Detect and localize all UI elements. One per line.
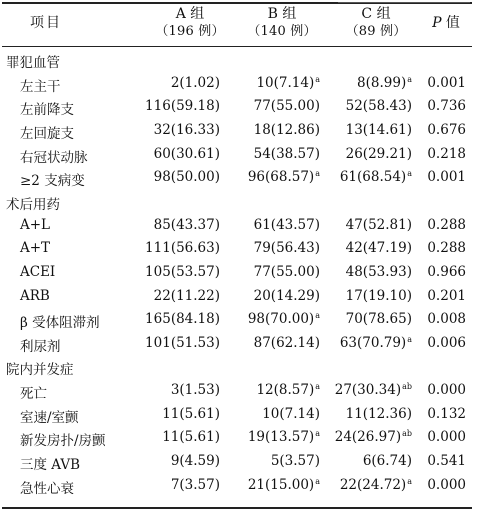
- cell-group-c: [363, 453, 412, 469]
- cell-value: 9(4.59): [170, 453, 220, 470]
- p-suffix: 值: [441, 15, 460, 31]
- cell-value: 5(3.57): [270, 453, 320, 470]
- cell-p-value: 0.288: [427, 216, 466, 233]
- cell-group-b: [254, 288, 320, 304]
- cell-group-b: [254, 98, 320, 114]
- cell-value: 32(16.33): [153, 121, 220, 138]
- section-title: 院内并发症: [6, 362, 74, 379]
- cell-value: 12(8.57): [256, 382, 315, 399]
- cell-value: 6(6.74): [362, 453, 412, 470]
- cell-value: 10(7.14): [256, 74, 315, 91]
- cell-group-a: [145, 311, 220, 327]
- cell-group-a: [154, 217, 220, 233]
- cell-value: 42(47.19): [345, 240, 412, 257]
- cell-value: 165(84.18): [145, 311, 220, 328]
- cell-value: 47(52.81): [345, 216, 412, 233]
- cell-value: 11(5.61): [162, 405, 220, 422]
- cell-group-c: [346, 240, 412, 256]
- cell-p-value: 0.132: [427, 405, 466, 422]
- cell-group-b: [254, 335, 320, 351]
- header-group-b: [236, 6, 328, 40]
- cell-value: 98(50.00): [153, 169, 220, 186]
- header-short-rule: [338, 2, 470, 3]
- cell-group-b: [254, 217, 320, 233]
- cell-value: 111(56.63): [145, 240, 220, 257]
- cell-group-b: [254, 240, 320, 256]
- cell-value: 3(1.53): [170, 382, 220, 399]
- cell-value: 48(53.93): [345, 263, 412, 280]
- section-row: [2, 355, 472, 378]
- significance-mark: a: [315, 429, 320, 439]
- row-label: 死亡: [20, 386, 47, 403]
- row-label: 急性心衰: [20, 480, 74, 497]
- section-title: 罪犯血管: [6, 55, 60, 71]
- cell-group-a: [145, 335, 220, 351]
- significance-mark: a: [315, 311, 320, 321]
- table-row: [2, 450, 472, 473]
- section-row: [2, 190, 472, 213]
- cell-value: 101(51.53): [145, 334, 220, 351]
- cell-group-c: [340, 335, 412, 351]
- cell-value: 77(55.00): [253, 263, 320, 280]
- cell-value: 27(30.34): [334, 382, 402, 399]
- cell-value: 20(14.29): [253, 287, 320, 304]
- cell-p-value: 0.001: [427, 169, 466, 186]
- table-row: [2, 308, 472, 331]
- table-row: [2, 95, 472, 118]
- cell-p-value: 0.006: [427, 334, 466, 351]
- cell-value: 22(11.22): [153, 287, 220, 304]
- cell-p-value: 0.541: [427, 453, 466, 470]
- cell-group-c: [346, 98, 412, 114]
- cell-group-c: [346, 406, 412, 422]
- table-row: [2, 332, 472, 355]
- cell-value: 24(26.97): [334, 429, 402, 446]
- cell-value: 11(12.36): [345, 405, 412, 422]
- cell-group-a: [171, 382, 220, 398]
- header-group-a: [145, 6, 235, 40]
- header-group-c-count: （89 例）: [345, 24, 407, 39]
- table-row: [2, 237, 472, 260]
- cell-group-a: [154, 288, 220, 304]
- cell-value: 77(55.00): [253, 98, 320, 115]
- bottom-rule: [2, 507, 472, 509]
- cell-value: 87(62.14): [253, 334, 320, 351]
- significance-mark: a: [407, 334, 412, 344]
- comparison-table: [2, 2, 472, 508]
- cell-p-value: 0.218: [427, 145, 466, 162]
- cell-value: 63(70.79): [339, 334, 407, 351]
- header-group-c-label: C 组: [361, 6, 391, 22]
- p-symbol: P: [432, 15, 442, 31]
- cell-value: 26(29.21): [345, 145, 412, 162]
- cell-p-value: 0.000: [427, 429, 466, 446]
- cell-group-a: [154, 122, 220, 138]
- cell-p-value: 0.966: [427, 263, 466, 280]
- cell-group-b: [248, 169, 320, 185]
- cell-group-b: [248, 477, 320, 493]
- header-group-a-count: （196 例）: [155, 24, 225, 39]
- cell-group-c: [346, 122, 412, 138]
- cell-group-a: [171, 453, 220, 469]
- cell-group-b: [256, 75, 320, 91]
- row-label: 新发房扑/房颤: [20, 433, 106, 450]
- cell-group-b: [248, 311, 320, 327]
- cell-group-a: [154, 146, 220, 162]
- significance-mark: a: [315, 74, 320, 84]
- header-p-value: [420, 15, 472, 32]
- cell-value: 8(8.99): [357, 74, 407, 91]
- cell-p-value: 0.001: [427, 74, 466, 91]
- cell-group-b: [254, 122, 320, 138]
- row-label: 右冠状动脉: [20, 149, 88, 166]
- table-row: [2, 261, 472, 284]
- cell-p-value: 0.000: [427, 476, 466, 493]
- cell-group-c: [346, 288, 412, 304]
- significance-mark: a: [315, 382, 320, 392]
- cell-value: 85(43.37): [153, 216, 220, 233]
- table-row: [2, 119, 472, 142]
- significance-mark: ab: [402, 382, 412, 392]
- cell-value: 79(56.43): [253, 240, 320, 257]
- row-label: 左前降支: [20, 102, 74, 119]
- row-label: ≥2 支病变: [20, 173, 85, 190]
- cell-p-value: 0.008: [427, 311, 466, 328]
- cell-value: 7(3.57): [170, 476, 220, 493]
- cell-value: 116(59.18): [145, 98, 220, 115]
- row-label: A+T: [20, 240, 51, 257]
- significance-mark: a: [407, 476, 412, 486]
- cell-value: 52(58.43): [345, 98, 412, 115]
- cell-group-c: [340, 169, 412, 185]
- row-label: 三度 AVB: [20, 457, 81, 474]
- cell-group-a: [145, 240, 220, 256]
- header-group-c: [332, 6, 420, 40]
- cell-group-c: [357, 75, 412, 91]
- table-row: [2, 143, 472, 166]
- section-row: [2, 48, 472, 71]
- cell-group-a: [145, 98, 220, 114]
- row-label: 左回旋支: [20, 125, 74, 142]
- cell-p-value: 0.736: [427, 98, 466, 115]
- cell-value: 2(1.02): [170, 74, 220, 91]
- cell-group-b: [256, 382, 320, 398]
- cell-group-c: [346, 264, 412, 280]
- cell-value: 70(78.65): [345, 311, 412, 328]
- cell-group-c: [335, 382, 412, 398]
- cell-value: 61(68.54): [339, 169, 407, 186]
- row-label: 左主干: [20, 78, 61, 95]
- cell-group-c: [346, 217, 412, 233]
- header-item: 项目: [30, 15, 62, 31]
- cell-p-value: 0.000: [427, 382, 466, 399]
- cell-group-b: [254, 146, 320, 162]
- cell-group-c: [340, 477, 412, 493]
- table-row: [2, 285, 472, 308]
- cell-group-a: [171, 75, 220, 91]
- header-group-b-count: （140 例）: [247, 24, 317, 39]
- cell-group-b: [254, 264, 320, 280]
- cell-group-c: [346, 311, 412, 327]
- cell-value: 17(19.10): [345, 287, 412, 304]
- cell-p-value: 0.201: [427, 287, 466, 304]
- significance-mark: ab: [402, 429, 412, 439]
- significance-mark: a: [407, 74, 412, 84]
- table-row: [2, 214, 472, 237]
- row-label: ACEI: [20, 263, 56, 280]
- cell-group-c: [346, 146, 412, 162]
- cell-group-a: [171, 477, 220, 493]
- significance-mark: a: [407, 169, 412, 179]
- table-row: [2, 166, 472, 189]
- cell-value: 21(15.00): [247, 476, 315, 493]
- cell-value: 13(14.61): [345, 121, 412, 138]
- significance-mark: a: [315, 476, 320, 486]
- cell-value: 105(53.57): [145, 263, 220, 280]
- cell-value: 22(24.72): [339, 476, 407, 493]
- header-rule: [2, 46, 472, 47]
- cell-value: 96(68.57): [247, 169, 315, 186]
- cell-value: 10(7.14): [262, 405, 320, 422]
- header-group-a-label: A 组: [175, 6, 205, 22]
- table-row: [2, 403, 472, 426]
- cell-group-a: [154, 169, 220, 185]
- significance-mark: a: [315, 169, 320, 179]
- cell-value: 19(13.57): [247, 429, 315, 446]
- cell-group-b: [248, 429, 320, 445]
- cell-value: 60(30.61): [153, 145, 220, 162]
- cell-group-b: [262, 406, 320, 422]
- table-row: [2, 379, 472, 402]
- cell-value: 61(43.57): [253, 216, 320, 233]
- table-row: [2, 72, 472, 95]
- cell-p-value: 0.676: [427, 121, 466, 138]
- header-group-b-label: B 组: [267, 6, 297, 22]
- table-row: [2, 474, 472, 497]
- cell-group-a: [145, 264, 220, 280]
- cell-group-b: [271, 453, 320, 469]
- cell-value: 18(12.86): [253, 121, 320, 138]
- section-title: 术后用药: [6, 196, 60, 213]
- row-label: ARB: [20, 287, 50, 304]
- table-row: [2, 426, 472, 449]
- cell-group-a: [162, 406, 220, 422]
- cell-group-c: [335, 429, 412, 445]
- cell-group-a: [162, 429, 220, 445]
- row-label: A+L: [20, 216, 51, 233]
- cell-value: 98(70.00): [247, 311, 315, 328]
- cell-p-value: 0.288: [427, 240, 466, 257]
- cell-value: 54(38.57): [253, 145, 320, 162]
- row-label: β 受体阻滞剂: [20, 315, 100, 332]
- row-label: 利尿剂: [20, 338, 61, 355]
- row-label: 室速/室颤: [20, 409, 79, 426]
- cell-value: 11(5.61): [162, 429, 220, 446]
